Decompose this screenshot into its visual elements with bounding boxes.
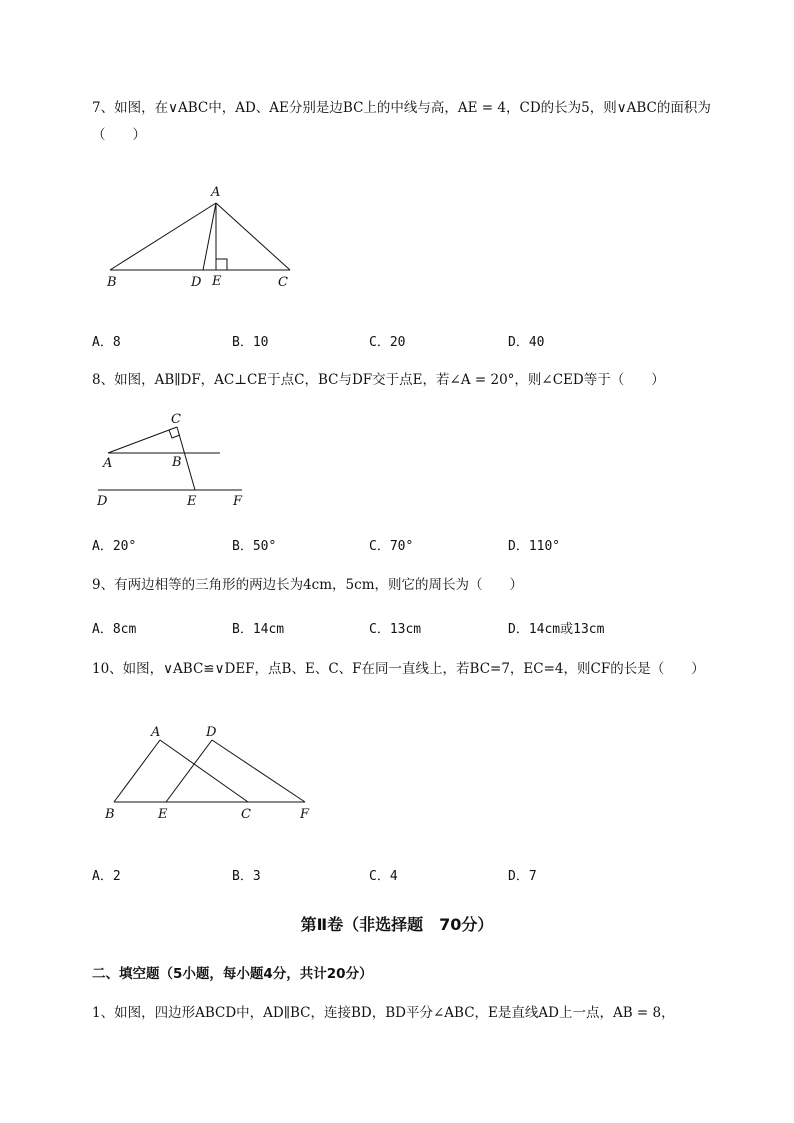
q7-label-c: C xyxy=(278,275,288,290)
q9-option-a[interactable]: A．8cm xyxy=(92,622,137,637)
q10-figure xyxy=(100,722,320,827)
q10-option-a[interactable]: A．2 xyxy=(92,869,121,884)
q8-label-e: E xyxy=(187,494,197,509)
q10-label-a: A xyxy=(151,725,161,740)
q7-option-a[interactable]: A．8 xyxy=(92,335,121,350)
q10-options xyxy=(92,865,712,883)
q7-stem: 7、如图，在∨ABC中，AD、AE分别是边BC上的中线与高，AE = 4，CD的长为5，则∨ABC的面积为 xyxy=(92,100,711,116)
q10-label-b: B xyxy=(105,807,115,822)
q7-option-b[interactable]: B．10 xyxy=(232,335,269,350)
q9-option-c[interactable]: C．13cm xyxy=(369,622,422,637)
section-title: 第Ⅱ卷（非选择题 70分） xyxy=(300,915,494,934)
q7-options xyxy=(92,331,712,349)
q8-label-b: B xyxy=(172,455,182,470)
q9-option-d[interactable]: D．14cm或13cm xyxy=(508,622,605,637)
q7-label-e: E xyxy=(212,274,222,289)
q7-label-d: D xyxy=(191,275,202,290)
q10-label-d: D xyxy=(206,725,217,740)
q8-label-d: D xyxy=(97,494,108,509)
q10-label-f: F xyxy=(300,807,310,822)
q7-label-a: A xyxy=(211,185,221,200)
q10-option-b[interactable]: B．3 xyxy=(232,869,261,884)
q7-figure xyxy=(100,182,310,292)
part2-title: 二、填空题（5小题，每小题4分，共计20分） xyxy=(92,966,373,982)
q8-option-b[interactable]: B．50° xyxy=(232,539,277,554)
q8-options xyxy=(92,535,712,553)
q8-stem: 8、如图，AB∥DF，AC⊥CE于点C，BC与DF交于点E，若∠A = 20°，则∠CED等于（ ） xyxy=(92,372,665,388)
q10-option-d[interactable]: D．7 xyxy=(508,869,537,884)
q9-option-b[interactable]: B．14cm xyxy=(232,622,285,637)
q7-answer-bracket: （ ） xyxy=(92,127,146,143)
part2-q1-stem: 1、如图，四边形ABCD中，AD∥BC，连接BD，BD平分∠ABC，E是直线AD上一点，AB = 8， xyxy=(92,1005,675,1021)
q8-option-a[interactable]: A．20° xyxy=(92,539,137,554)
q10-option-c[interactable]: C．4 xyxy=(369,869,398,884)
q9-stem: 9、有两边相等的三角形的两边长为4cm，5cm，则它的周长为（ ） xyxy=(92,577,523,593)
q8-option-c[interactable]: C．70° xyxy=(369,539,414,554)
q7-label-b: B xyxy=(107,275,117,290)
q7-option-d[interactable]: D．40 xyxy=(508,335,545,350)
q8-label-c: C xyxy=(171,412,181,427)
q8-label-f: F xyxy=(233,494,243,509)
q8-label-a: A xyxy=(103,456,113,471)
q8-option-d[interactable]: D．110° xyxy=(508,539,561,554)
q10-label-c: C xyxy=(241,807,251,822)
q9-options xyxy=(92,618,712,636)
q7-option-c[interactable]: C．20 xyxy=(369,335,406,350)
q10-stem: 10、如图，∨ABC≌∨DEF，点B、E、C、F在同一直线上，若BC=7，EC=4，则CF的长是（ ） xyxy=(92,661,705,677)
q8-figure xyxy=(92,410,252,510)
q10-label-e: E xyxy=(158,807,168,822)
